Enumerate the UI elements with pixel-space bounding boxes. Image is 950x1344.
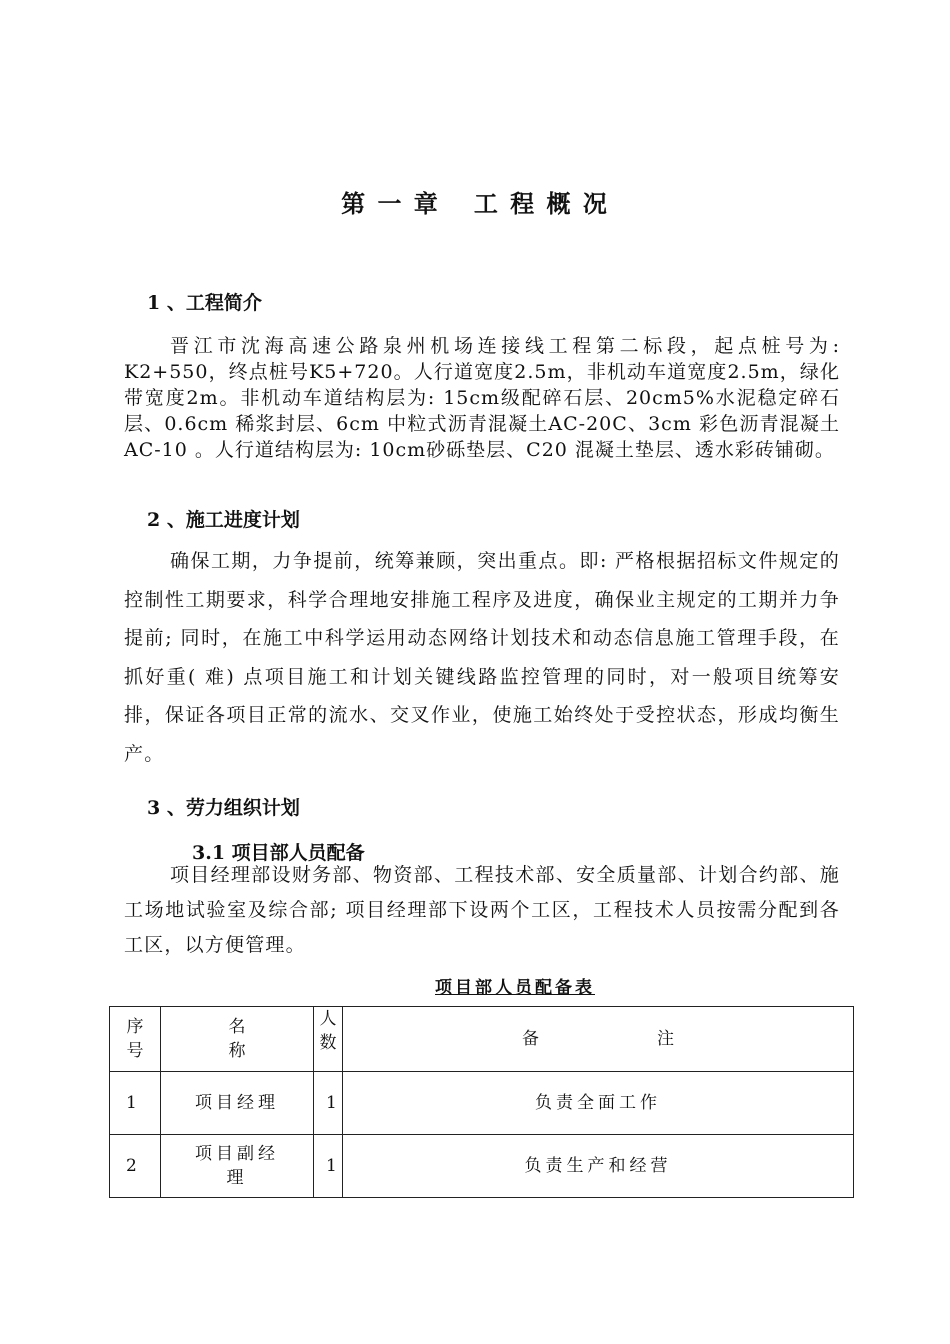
section-paragraph-staffing: 项目经理部设财务部、物资部、工程技术部、安全质量部、计划合约部、施工场地试验室及综合部; 项目经理部下设两个工区，工程技术人员按需分配到各工区，以方便管理。 xyxy=(124,864,840,956)
row-remark: 负责生产和经营 xyxy=(343,1135,854,1198)
subsection-heading-staffing: 3.1 项目部人员配备 xyxy=(192,842,365,864)
row-count: 1 xyxy=(314,1135,343,1198)
table-header-row xyxy=(110,1007,854,1072)
row-name: 项目经理 xyxy=(161,1072,314,1135)
section-paragraph-schedule: 确保工期，力争提前，统筹兼顾，突出重点。即: 严格根据招标文件规定的控制性工期要求，科学合理地安排施工程序及进度，确保业主规定的工期并力争提前; 同时，在施工中科学运用动态网络计划技术和动态信息施工管理手段，在抓好重( 难) 点项目施工和计划关键线路监控管理的同时，对一般项目统筹安排，保证各项目正常的流水、交叉作业，使施工始终处于受控状态，形成均衡生产。 xyxy=(124,550,840,765)
section-heading-labor: 3 、劳力组织计划 xyxy=(147,797,300,819)
header-count: 人数 xyxy=(314,1007,343,1072)
chapter-name: 工 程 概 况 xyxy=(473,189,609,218)
row-count: 1 xyxy=(314,1072,343,1135)
staff-table xyxy=(109,1006,854,1198)
header-name: 名称 xyxy=(161,1007,314,1072)
section-heading-overview: 1 、工程简介 xyxy=(147,292,262,314)
row-no: 2 xyxy=(110,1135,161,1198)
table-row xyxy=(110,1072,854,1135)
header-remark xyxy=(343,1007,854,1072)
row-remark: 负责全面工作 xyxy=(343,1072,854,1135)
table-row xyxy=(110,1135,854,1198)
chapter-number: 第 一 章 xyxy=(341,189,440,218)
table-caption: 项目部人员配备表 xyxy=(435,978,595,998)
section-paragraph-overview: 晋江市沈海高速公路泉州机场连接线工程第二标段，起点桩号为: K2+550，终点桩号K5+720。人行道宽度2.5m，非机动车道宽度2.5m，绿化带宽度2m。非机动车道结构层为: 15cm级配碎石层、20cm5%水泥稳定碎石层、0.6cm 稀浆封层、6cm 中粒式沥青混凝土AC-20C、3cm 彩色沥青混凝土AC-10 。人行道结构层为: 10cm砂砾垫层、C20 混凝土垫层、透水彩砖铺砌。 xyxy=(124,335,840,461)
section-heading-schedule: 2 、施工进度计划 xyxy=(147,509,300,531)
header-remark-right: 注 xyxy=(657,1029,674,1049)
row-name: 项目副经理 xyxy=(161,1135,314,1198)
header-remark-left: 备 xyxy=(522,1029,539,1049)
chapter-title xyxy=(0,184,950,219)
header-no: 序号 xyxy=(110,1007,161,1072)
row-no: 1 xyxy=(110,1072,161,1135)
